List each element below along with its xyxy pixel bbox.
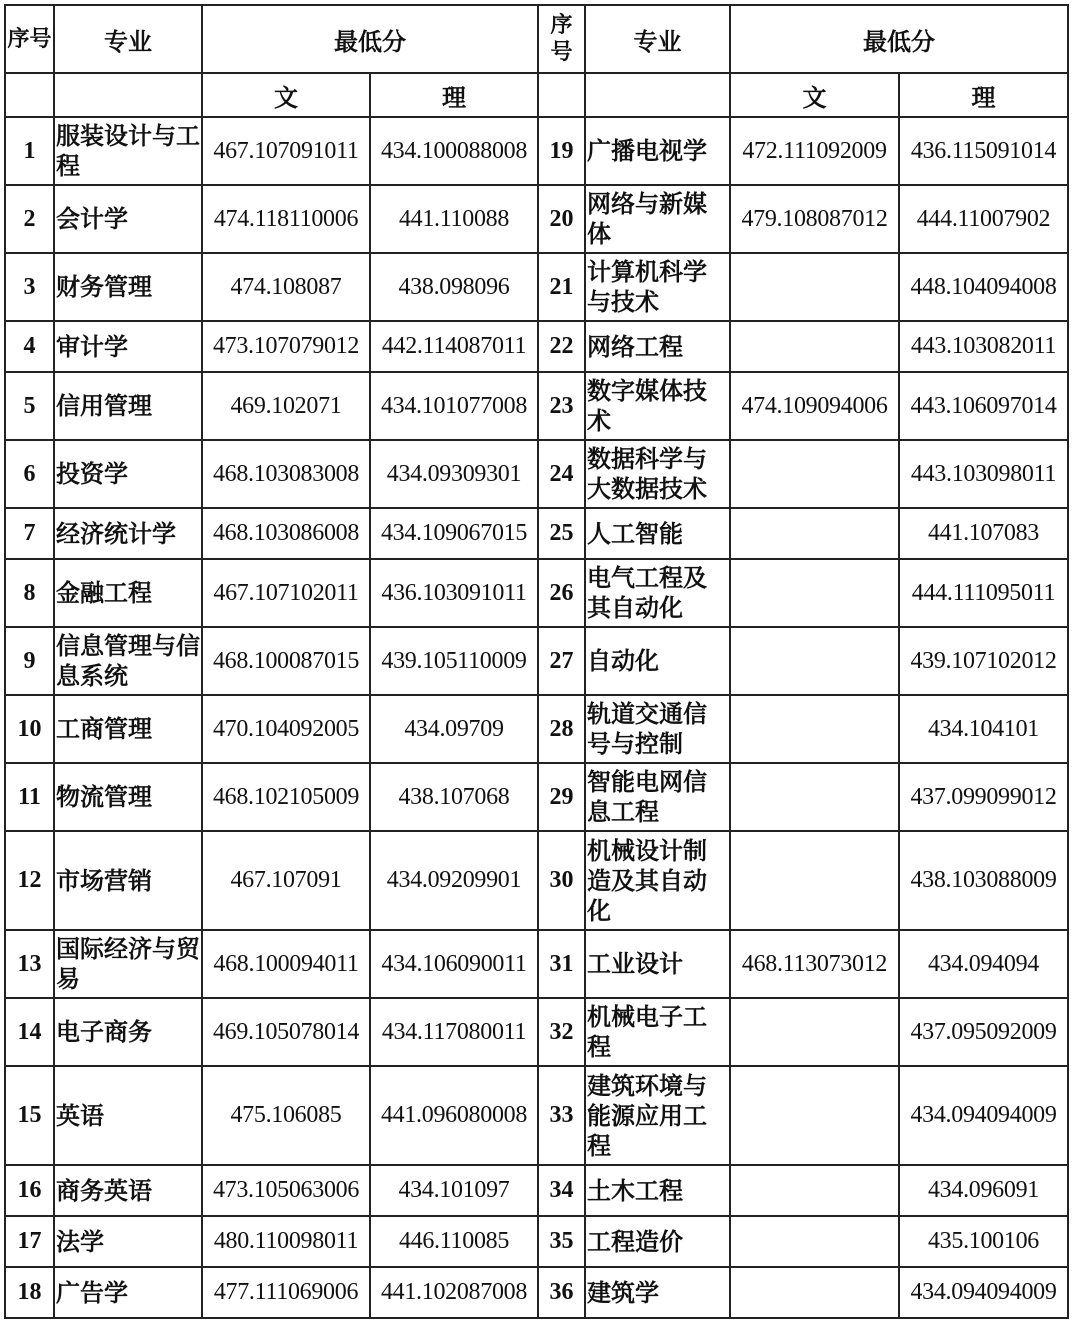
arts-score: 468.113073012 (730, 930, 899, 998)
header-arts: 文 (730, 73, 899, 117)
table-row (5, 508, 1068, 559)
arts-score: 468.102105009 (202, 763, 370, 831)
major-name: 工程造价 (585, 1216, 730, 1267)
arts-score (730, 627, 899, 695)
science-score: 438.098096 (370, 253, 538, 321)
arts-score (730, 1165, 899, 1216)
science-score: 448.104094008 (899, 253, 1068, 321)
table-row (5, 1165, 1068, 1216)
major-name: 财务管理 (54, 253, 202, 321)
arts-score (730, 1066, 899, 1165)
science-score: 434.094094009 (899, 1267, 1068, 1318)
arts-score (730, 998, 899, 1066)
row-index: 7 (5, 508, 54, 559)
major-name: 国际经济与贸易 (54, 930, 202, 998)
science-score: 443.103098011 (899, 440, 1068, 508)
major-name: 数字媒体技术 (585, 372, 730, 440)
arts-score: 467.107091 (202, 831, 370, 930)
major-name: 自动化 (585, 627, 730, 695)
header-science: 理 (370, 73, 538, 117)
table-row (5, 440, 1068, 508)
major-name: 经济统计学 (54, 508, 202, 559)
arts-score (730, 321, 899, 372)
major-name: 数据科学与大数据技术 (585, 440, 730, 508)
major-name: 土木工程 (585, 1165, 730, 1216)
header-row (5, 5, 1068, 73)
row-index: 6 (5, 440, 54, 508)
arts-score: 467.107091011 (202, 117, 370, 185)
science-score: 441.102087008 (370, 1267, 538, 1318)
major-name: 服装设计与工程 (54, 117, 202, 185)
science-score: 434.09209901 (370, 831, 538, 930)
science-score: 438.103088009 (899, 831, 1068, 930)
major-name: 建筑学 (585, 1267, 730, 1318)
arts-score: 468.100087015 (202, 627, 370, 695)
table-row (5, 1267, 1068, 1318)
table-row (5, 372, 1068, 440)
science-score: 446.110085 (370, 1216, 538, 1267)
row-index: 29 (538, 763, 585, 831)
row-index: 10 (5, 695, 54, 763)
science-score: 441.107083 (899, 508, 1068, 559)
major-name: 工商管理 (54, 695, 202, 763)
arts-score: 480.110098011 (202, 1216, 370, 1267)
table-row (5, 763, 1068, 831)
row-index: 11 (5, 763, 54, 831)
row-index: 26 (538, 559, 585, 627)
science-score: 444.111095011 (899, 559, 1068, 627)
empty-cell (585, 73, 730, 117)
science-score: 434.09709 (370, 695, 538, 763)
arts-score: 479.108087012 (730, 185, 899, 253)
header-min-score: 最低分 (202, 5, 538, 73)
table-row (5, 185, 1068, 253)
major-name: 广播电视学 (585, 117, 730, 185)
major-name: 英语 (54, 1066, 202, 1165)
major-name: 法学 (54, 1216, 202, 1267)
row-index: 21 (538, 253, 585, 321)
major-name: 商务英语 (54, 1165, 202, 1216)
row-index: 36 (538, 1267, 585, 1318)
table-row (5, 559, 1068, 627)
row-index: 18 (5, 1267, 54, 1318)
row-index: 32 (538, 998, 585, 1066)
row-index: 25 (538, 508, 585, 559)
row-index: 33 (538, 1066, 585, 1165)
science-score: 441.110088 (370, 185, 538, 253)
major-name: 会计学 (54, 185, 202, 253)
subheader-row (5, 73, 1068, 117)
row-index: 2 (5, 185, 54, 253)
major-name: 广告学 (54, 1267, 202, 1318)
arts-score (730, 508, 899, 559)
table-row (5, 253, 1068, 321)
table-body (5, 5, 1068, 1318)
row-index: 15 (5, 1066, 54, 1165)
major-name: 轨道交通信号与控制 (585, 695, 730, 763)
arts-score (730, 763, 899, 831)
table-row (5, 627, 1068, 695)
row-index: 23 (538, 372, 585, 440)
table-row (5, 1066, 1068, 1165)
arts-score: 474.118110006 (202, 185, 370, 253)
major-name: 物流管理 (54, 763, 202, 831)
row-index: 16 (5, 1165, 54, 1216)
arts-score: 469.102071 (202, 372, 370, 440)
science-score: 436.103091011 (370, 559, 538, 627)
science-score: 434.094094009 (899, 1066, 1068, 1165)
science-score: 441.096080008 (370, 1066, 538, 1165)
science-score: 434.101097 (370, 1165, 538, 1216)
header-arts: 文 (202, 73, 370, 117)
arts-score: 473.107079012 (202, 321, 370, 372)
major-name: 信用管理 (54, 372, 202, 440)
table-row (5, 1216, 1068, 1267)
arts-score (730, 253, 899, 321)
table-row (5, 321, 1068, 372)
major-name: 市场营销 (54, 831, 202, 930)
major-name: 建筑环境与能源应用工程 (585, 1066, 730, 1165)
science-score: 443.106097014 (899, 372, 1068, 440)
arts-score (730, 559, 899, 627)
science-score: 439.105110009 (370, 627, 538, 695)
row-index: 34 (538, 1165, 585, 1216)
major-name: 网络工程 (585, 321, 730, 372)
table-row (5, 695, 1068, 763)
row-index: 24 (538, 440, 585, 508)
row-index: 4 (5, 321, 54, 372)
row-index: 5 (5, 372, 54, 440)
major-name: 金融工程 (54, 559, 202, 627)
arts-score (730, 831, 899, 930)
major-name: 工业设计 (585, 930, 730, 998)
science-score: 434.100088008 (370, 117, 538, 185)
row-index: 13 (5, 930, 54, 998)
empty-cell (54, 73, 202, 117)
header-index: 序号 (5, 5, 54, 73)
arts-score: 473.105063006 (202, 1165, 370, 1216)
arts-score (730, 440, 899, 508)
science-score: 434.106090011 (370, 930, 538, 998)
arts-score (730, 695, 899, 763)
arts-score: 469.105078014 (202, 998, 370, 1066)
science-score: 434.09309301 (370, 440, 538, 508)
major-name: 电子商务 (54, 998, 202, 1066)
table-row (5, 831, 1068, 930)
header-major: 专业 (54, 5, 202, 73)
science-score: 437.099099012 (899, 763, 1068, 831)
row-index: 31 (538, 930, 585, 998)
header-science: 理 (899, 73, 1068, 117)
row-index: 17 (5, 1216, 54, 1267)
arts-score (730, 1267, 899, 1318)
science-score: 439.107102012 (899, 627, 1068, 695)
arts-score: 467.107102011 (202, 559, 370, 627)
major-name: 智能电网信息工程 (585, 763, 730, 831)
header-major: 专业 (585, 5, 730, 73)
arts-score: 470.104092005 (202, 695, 370, 763)
major-name: 机械设计制造及其自动化 (585, 831, 730, 930)
arts-score: 477.111069006 (202, 1267, 370, 1318)
row-index: 8 (5, 559, 54, 627)
major-name: 计算机科学与技术 (585, 253, 730, 321)
major-name: 网络与新媒体 (585, 185, 730, 253)
row-index: 12 (5, 831, 54, 930)
row-index: 30 (538, 831, 585, 930)
arts-score: 475.106085 (202, 1066, 370, 1165)
arts-score (730, 1216, 899, 1267)
science-score: 437.095092009 (899, 998, 1068, 1066)
empty-cell (538, 73, 585, 117)
row-index: 9 (5, 627, 54, 695)
major-name: 电气工程及其自动化 (585, 559, 730, 627)
science-score: 435.100106 (899, 1216, 1068, 1267)
row-index: 28 (538, 695, 585, 763)
row-index: 27 (538, 627, 585, 695)
arts-score: 472.111092009 (730, 117, 899, 185)
science-score: 443.103082011 (899, 321, 1068, 372)
science-score: 434.104101 (899, 695, 1068, 763)
arts-score: 468.103086008 (202, 508, 370, 559)
major-name: 审计学 (54, 321, 202, 372)
row-index: 20 (538, 185, 585, 253)
major-name: 信息管理与信息系统 (54, 627, 202, 695)
science-score: 434.094094 (899, 930, 1068, 998)
science-score: 434.109067015 (370, 508, 538, 559)
major-name: 人工智能 (585, 508, 730, 559)
science-score: 438.107068 (370, 763, 538, 831)
arts-score: 474.109094006 (730, 372, 899, 440)
row-index: 35 (538, 1216, 585, 1267)
science-score: 442.114087011 (370, 321, 538, 372)
science-score: 436.115091014 (899, 117, 1068, 185)
table-row (5, 930, 1068, 998)
table-row (5, 117, 1068, 185)
arts-score: 474.108087 (202, 253, 370, 321)
science-score: 434.096091 (899, 1165, 1068, 1216)
row-index: 19 (538, 117, 585, 185)
science-score: 434.117080011 (370, 998, 538, 1066)
empty-cell (5, 73, 54, 117)
row-index: 3 (5, 253, 54, 321)
science-score: 444.11007902 (899, 185, 1068, 253)
row-index: 1 (5, 117, 54, 185)
header-index: 序号 (538, 5, 585, 73)
row-index: 22 (538, 321, 585, 372)
major-name: 机械电子工程 (585, 998, 730, 1066)
science-score: 434.101077008 (370, 372, 538, 440)
header-min-score: 最低分 (730, 5, 1068, 73)
table-row (5, 998, 1068, 1066)
arts-score: 468.100094011 (202, 930, 370, 998)
major-name: 投资学 (54, 440, 202, 508)
row-index: 14 (5, 998, 54, 1066)
arts-score: 468.103083008 (202, 440, 370, 508)
admission-score-table (4, 4, 1069, 1319)
